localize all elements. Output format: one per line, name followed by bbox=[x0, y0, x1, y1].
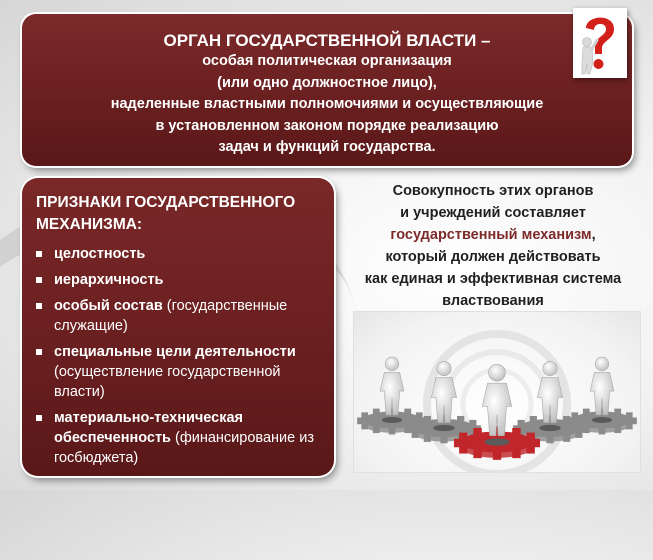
summary-line: и учреждений составляет bbox=[400, 205, 586, 221]
sign-term: материально-техническая обеспеченность bbox=[54, 410, 244, 446]
summary-line: который должен действовать bbox=[385, 249, 601, 265]
people-on-gears-icon bbox=[354, 312, 640, 472]
signs-heading-line: МЕХАНИЗМА: bbox=[36, 216, 143, 233]
sign-note: (осуществление государственной власти) bbox=[54, 364, 281, 400]
square-bullet-icon bbox=[36, 415, 42, 421]
summary-line: как единая и эффективная система bbox=[364, 271, 622, 287]
definition-line: в установленном законом порядке реализацию bbox=[155, 117, 499, 134]
signs-heading-line: ПРИЗНАКИ ГОСУДАРСТВЕННОГО bbox=[36, 194, 296, 211]
sign-term: целостность bbox=[54, 246, 146, 262]
definition-line: (или одно должностное лицо), bbox=[217, 74, 437, 91]
definition-title: ОРГАН ГОСУДАРСТВЕННОЙ ВЛАСТИ – bbox=[163, 31, 491, 50]
definition-line: особая политическая организация bbox=[202, 53, 452, 69]
person-figure-icon bbox=[482, 364, 511, 435]
sign-term: иерархичность bbox=[54, 272, 164, 288]
sign-term: специальные цели деятельности bbox=[54, 344, 296, 360]
square-bullet-icon bbox=[36, 349, 42, 355]
list-item bbox=[36, 342, 324, 402]
question-mark-figure-icon bbox=[573, 8, 627, 78]
signs-box bbox=[22, 178, 334, 476]
sign-term: особый состав bbox=[54, 298, 163, 314]
square-bullet-icon bbox=[36, 251, 42, 257]
list-item bbox=[36, 296, 324, 336]
summary-highlight: государственный механизм bbox=[390, 227, 592, 243]
list-item bbox=[36, 244, 324, 264]
summary-comma: , bbox=[591, 227, 596, 243]
signs-heading bbox=[36, 192, 324, 236]
summary-text bbox=[348, 180, 638, 312]
sign-note: (государственные служащие) bbox=[54, 298, 288, 334]
sign-note: (финансирование из госбюджета) bbox=[54, 430, 314, 466]
list-item bbox=[36, 408, 324, 468]
square-bullet-icon bbox=[36, 303, 42, 309]
definition-box bbox=[22, 14, 632, 166]
signs-list bbox=[36, 244, 324, 468]
person-figure-icon bbox=[590, 357, 614, 415]
definition-line: задач и функций государства. bbox=[218, 139, 436, 155]
definition-line: наделенные властными полномочиями и осуществляющие bbox=[110, 96, 544, 112]
person-figure-icon bbox=[380, 357, 404, 415]
list-item bbox=[36, 270, 324, 290]
square-bullet-icon bbox=[36, 277, 42, 283]
summary-line: Совокупность этих органов bbox=[392, 183, 594, 199]
summary-line: властвования bbox=[442, 293, 544, 309]
